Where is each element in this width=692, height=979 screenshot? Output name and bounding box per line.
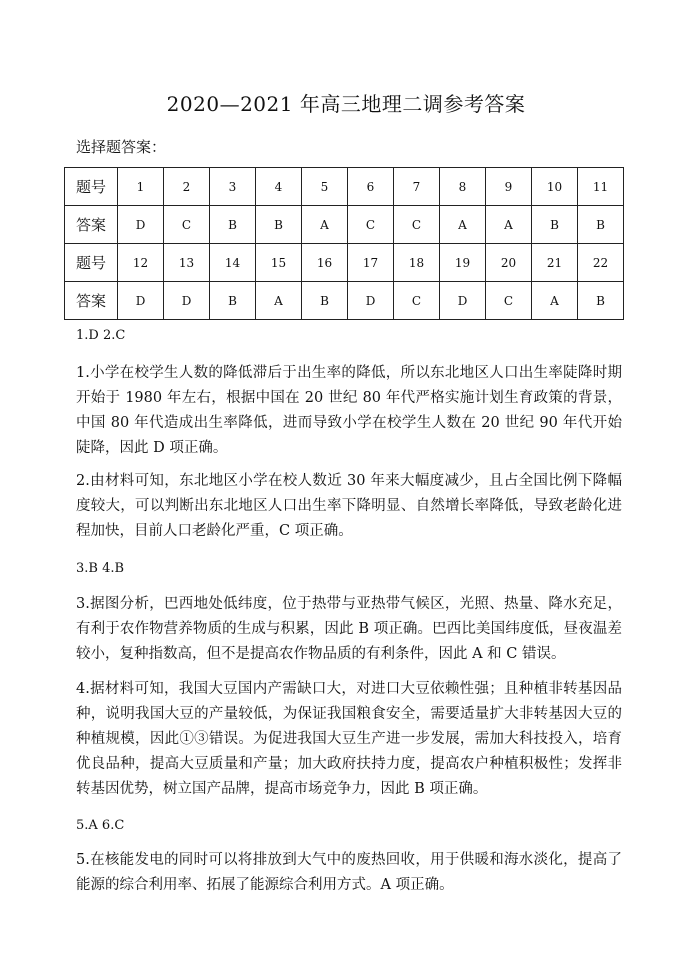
row-label: 答案 xyxy=(65,206,118,244)
table-cell: 22 xyxy=(578,244,624,282)
table-row xyxy=(65,282,624,320)
table-cell: C xyxy=(394,282,440,320)
table-cell: 20 xyxy=(486,244,532,282)
table-cell: 11 xyxy=(578,168,624,206)
table-cell: B xyxy=(578,206,624,244)
table-cell: 19 xyxy=(440,244,486,282)
table-cell: 4 xyxy=(256,168,302,206)
table-cell: C xyxy=(348,206,394,244)
table-cell: B xyxy=(302,282,348,320)
table-cell: D xyxy=(348,282,394,320)
table-cell: 13 xyxy=(164,244,210,282)
explanation-3: 3.据图分析，巴西地处低纬度，位于热带与亚热带气候区，光照、热量、降水充足，有利于农作物营养物质的生成与积累，因此 B 项正确。巴西比美国纬度低，昼夜温差较小，复种指数高，但不是提高农作物品质的有利条件，因此 A 和 C 错误。 xyxy=(76,596,622,662)
document-title: 2020—2021 年高三地理二调参考答案 xyxy=(166,92,526,116)
table-cell: 15 xyxy=(256,244,302,282)
table-cell: 3 xyxy=(210,168,256,206)
table-cell: C xyxy=(164,206,210,244)
explanation-2: 2.由材料可知，东北地区小学在校人数近 30 年来大幅度减少，且占全国比例下降幅度较大，可以判断出东北地区人口出生率下降明显、自然增长率降低，导致老龄化进程加快，目前人口老龄化严重，C 项正确。 xyxy=(76,473,622,539)
table-cell: 1 xyxy=(118,168,164,206)
table-cell: D xyxy=(164,282,210,320)
table-cell: A xyxy=(302,206,348,244)
table-cell: 12 xyxy=(118,244,164,282)
section-label: 选择题答案： xyxy=(76,138,167,156)
table-cell: C xyxy=(394,206,440,244)
table-cell: B xyxy=(256,206,302,244)
explanation-4: 4.据材料可知，我国大豆国内产需缺口大，对进口大豆依赖性强；且种植非转基因品种，说明我国大豆的产量较低，为保证我国粮食安全，需要适量扩大非转基因大豆的种植规模，因此①③错误。为促进我国大豆生产进一步发展，需加大科技投入，培育优良品种，提高大豆质量和产量；加大政府扶持力度，提高农户种植积极性；发挥非转基因优势，树立国产品牌，提高市场竞争力，因此 B 项正确。 xyxy=(76,681,622,797)
table-cell: 21 xyxy=(532,244,578,282)
table-cell: B xyxy=(210,206,256,244)
table-cell: 6 xyxy=(348,168,394,206)
answer-group-1: 1.D 2.C xyxy=(76,328,126,343)
table-cell: C xyxy=(486,282,532,320)
table-cell: B xyxy=(578,282,624,320)
table-cell: D xyxy=(440,282,486,320)
row-label: 答案 xyxy=(65,282,118,320)
row-label: 题号 xyxy=(65,168,118,206)
row-label: 题号 xyxy=(65,244,118,282)
table-cell: 9 xyxy=(486,168,532,206)
table-cell: D xyxy=(118,206,164,244)
table-cell: A xyxy=(486,206,532,244)
table-row xyxy=(65,206,624,244)
table-cell: 2 xyxy=(164,168,210,206)
answer-group-3: 5.A 6.C xyxy=(76,818,125,833)
table-row xyxy=(65,244,624,282)
table-cell: 17 xyxy=(348,244,394,282)
table-cell: 8 xyxy=(440,168,486,206)
answer-table xyxy=(64,167,624,320)
explanation-5: 5.在核能发电的同时可以将排放到大气中的废热回收，用于供暖和海水淡化，提高了能源的综合利用率、拓展了能源综合利用方式。A 项正确。 xyxy=(76,852,622,893)
table-row xyxy=(65,168,624,206)
table-cell: 16 xyxy=(302,244,348,282)
table-cell: 7 xyxy=(394,168,440,206)
explanation-1: 1.小学在校学生人数的降低滞后于出生率的降低，所以东北地区人口出生率陡降时期开始于 1980 年左右，根据中国在 20 世纪 80 年代严格实施计划生育政策的背景，中国 80 年代造成出生率降低，进而导致小学在校学生人数在 20 世纪 90 年代开始陡降，因此 D 项正确。 xyxy=(76,365,622,456)
table-cell: 18 xyxy=(394,244,440,282)
table-cell: 10 xyxy=(532,168,578,206)
table-cell: A xyxy=(532,282,578,320)
answer-group-2: 3.B 4.B xyxy=(76,561,125,576)
table-cell: 5 xyxy=(302,168,348,206)
answer-table-body xyxy=(65,168,624,320)
table-cell: D xyxy=(118,282,164,320)
table-cell: A xyxy=(440,206,486,244)
table-cell: 14 xyxy=(210,244,256,282)
table-cell: B xyxy=(532,206,578,244)
table-cell: A xyxy=(256,282,302,320)
table-cell: B xyxy=(210,282,256,320)
